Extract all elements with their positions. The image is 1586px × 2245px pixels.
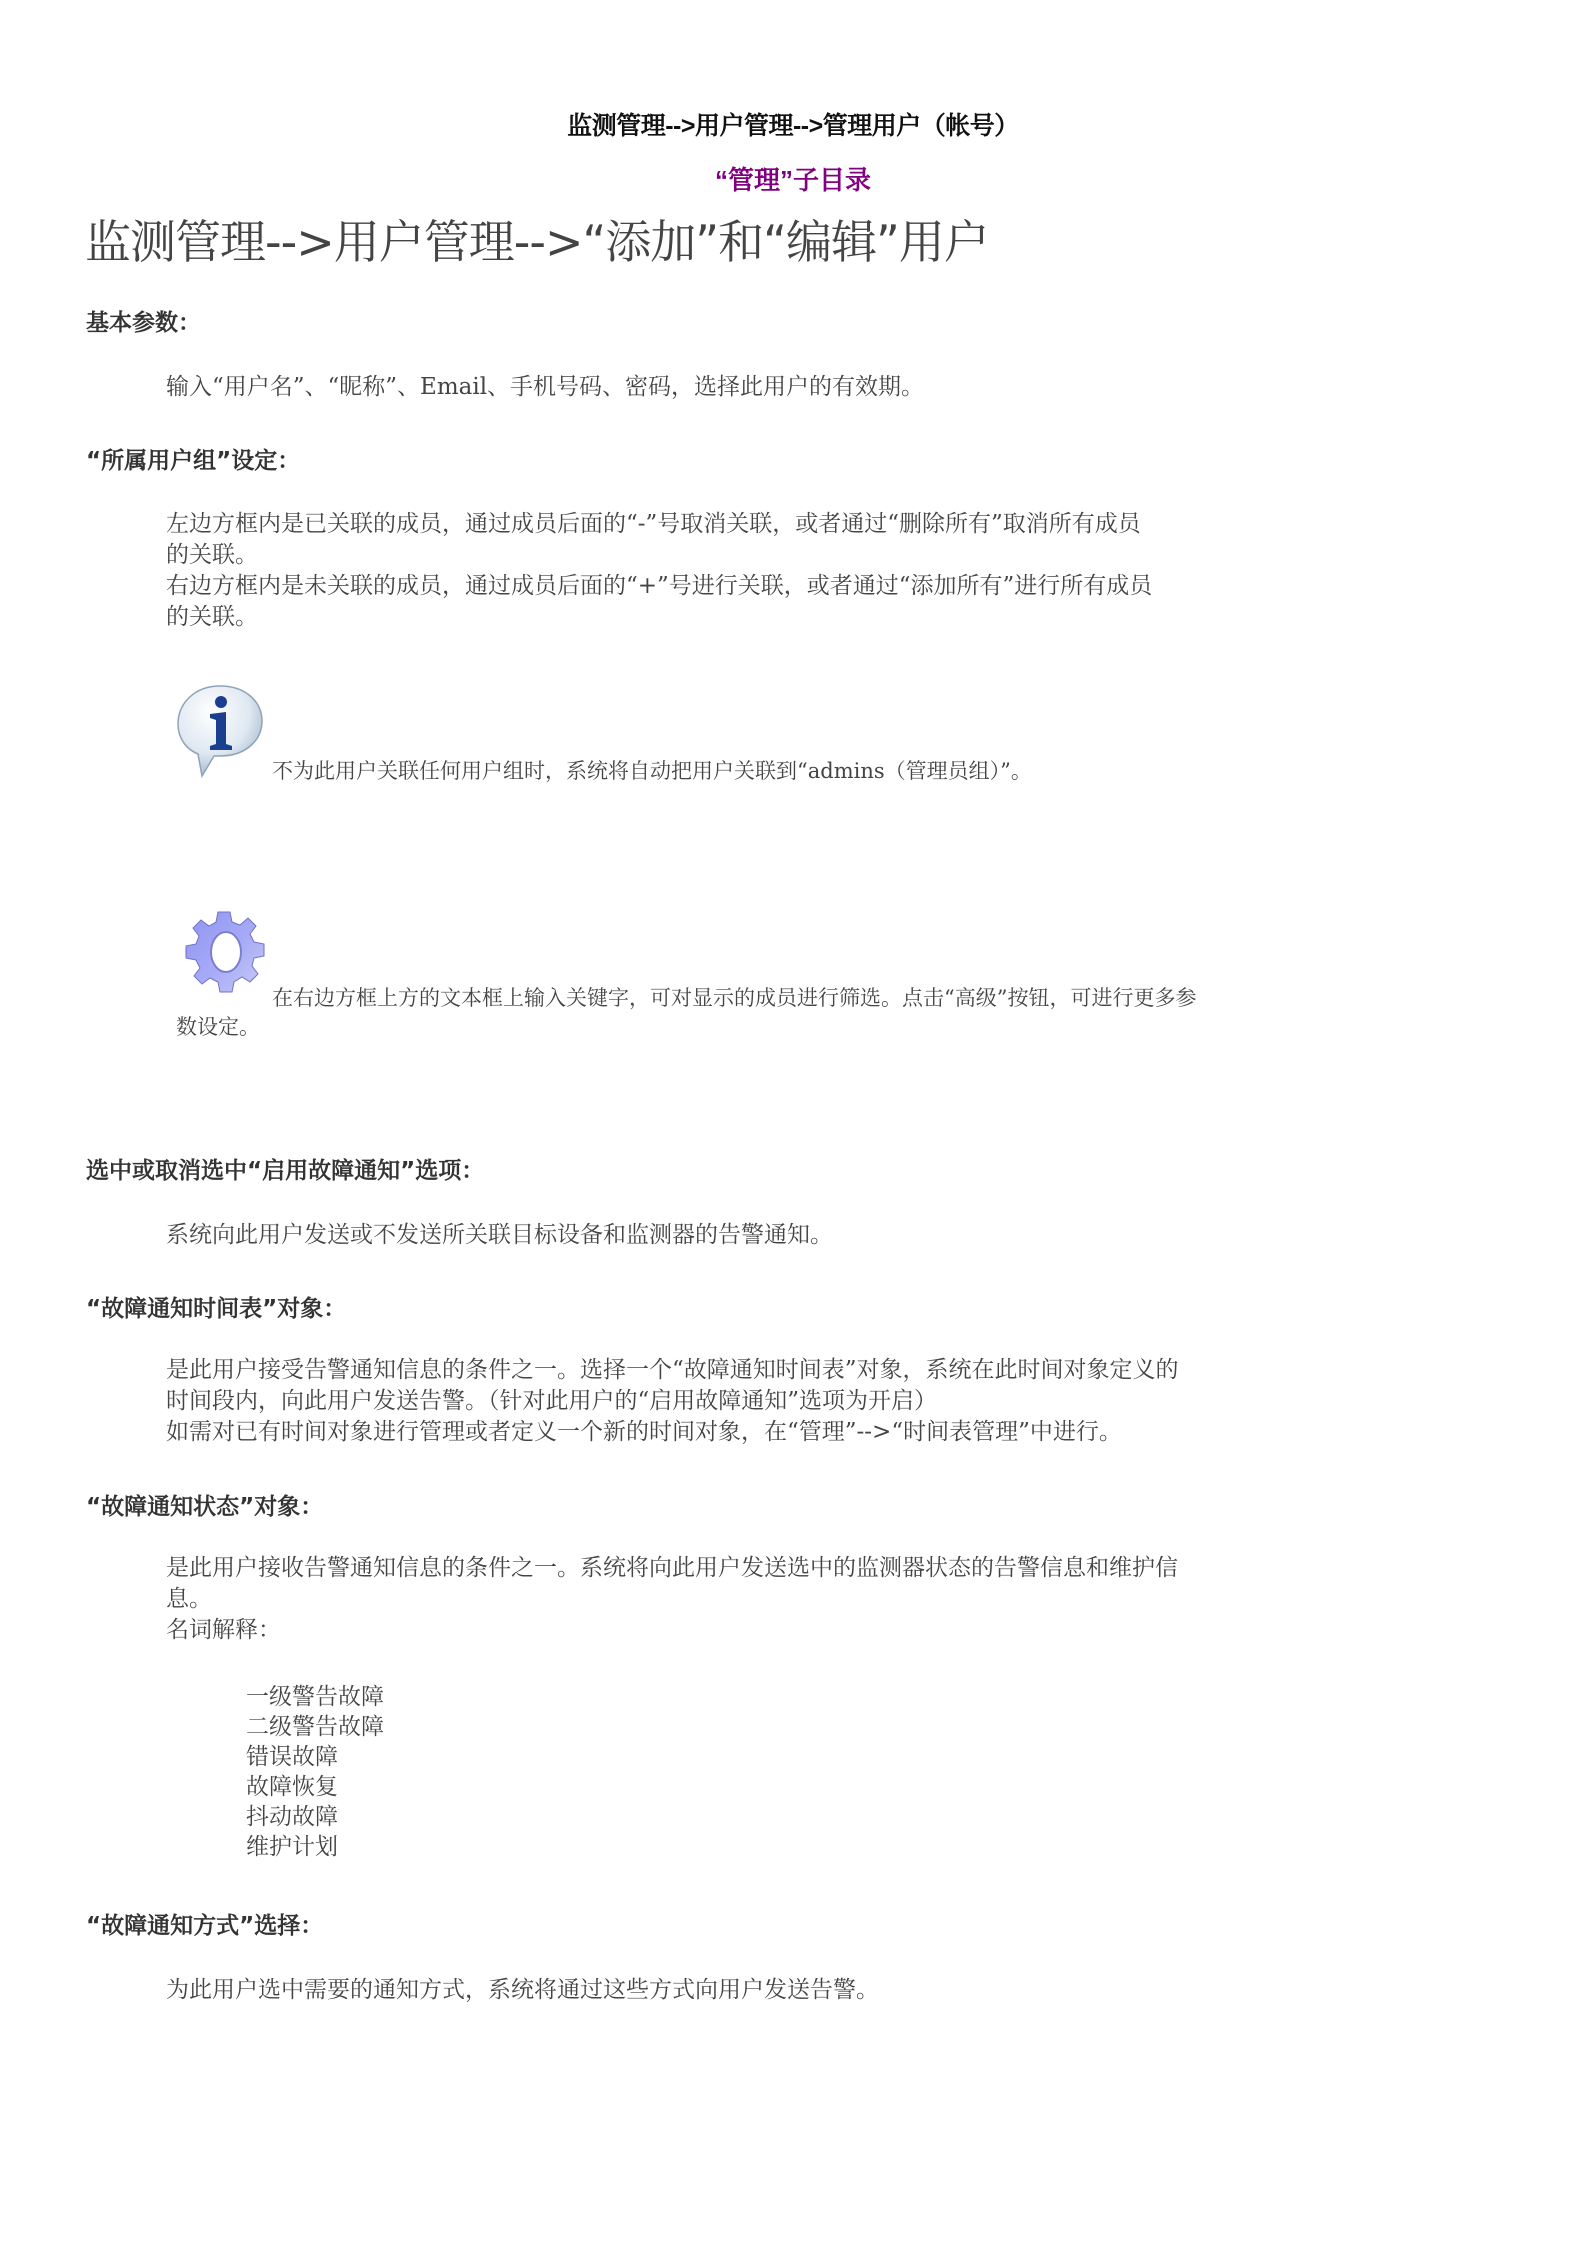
status-text-line: 是此用户接收告警通知信息的条件之一。系统将向此用户发送选中的监测器状态的告警信息和维护信 [166,1555,1178,1581]
section-heading-status: “故障通知状态”对象： [86,1494,324,1520]
status-text-line: 名词解释： [166,1617,281,1643]
section-heading-method: “故障通知方式”选择： [86,1913,324,1939]
status-term: 抖动故障 [246,1804,338,1830]
method-text: 为此用户选中需要的通知方式，系统将通过这些方式向用户发送告警。 [166,1977,879,2003]
gear-icon [178,906,274,1006]
enable-notify-text: 系统向此用户发送或不发送所关联目标设备和监测器的告警通知。 [166,1222,833,1248]
info-note-text: 不为此用户关联任何用户组时，系统将自动把用户关联到“admins（管理员组）”。 [272,759,1032,783]
status-term: 故障恢复 [246,1774,338,1800]
status-term: 错误故障 [246,1744,338,1770]
groups-text-line: 右边方框内是未关联的成员，通过成员后面的“+”号进行关联，或者通过“添加所有”进行所有成员 [166,573,1153,599]
schedule-text-line: 时间段内，向此用户发送告警。（针对此用户的“启用故障通知”选项为开启） [166,1388,938,1414]
status-term: 维护计划 [246,1834,338,1860]
groups-text-line: 左边方框内是已关联的成员，通过成员后面的“-”号取消关联，或者通过“删除所有”取消所有成员 [166,511,1141,537]
section-heading-enable-notify: 选中或取消选中“启用故障通知”选项： [86,1158,485,1184]
status-term: 二级警告故障 [246,1714,384,1740]
groups-text-line: 的关联。 [166,604,258,630]
schedule-text-line: 是此用户接受告警通知信息的条件之一。选择一个“故障通知时间表”对象，系统在此时间对象定义的 [166,1357,1179,1383]
status-text-line: 息。 [166,1586,212,1612]
tip-note-text-line2: 数设定。 [176,1015,260,1039]
manage-subdirectory-link[interactable]: “管理”子目录 [714,165,871,195]
page-title: 监测管理-->用户管理-->“添加”和“编辑”用户 [85,215,989,269]
basic-params-text: 输入“用户名”、“昵称”、Email、手机号码、密码，选择此用户的有效期。 [166,374,925,400]
info-icon [172,680,268,780]
section-heading-basic: 基本参数： [86,310,201,336]
groups-text-line: 的关联。 [166,542,258,568]
section-heading-groups: “所属用户组”设定： [86,448,301,474]
section-heading-schedule: “故障通知时间表”对象： [86,1296,347,1322]
schedule-text-line: 如需对已有时间对象进行管理或者定义一个新的时间对象，在“管理”-->“时间表管理”中进行。 [166,1419,1122,1445]
tip-note-text-line1: 在右边方框上方的文本框上输入关键字，可对显示的成员进行筛选。点击“高级”按钮，可进行更多参 [272,986,1197,1010]
status-term: 一级警告故障 [246,1684,384,1710]
breadcrumb-title: 监测管理-->用户管理-->管理用户（帐号） [567,112,1019,140]
